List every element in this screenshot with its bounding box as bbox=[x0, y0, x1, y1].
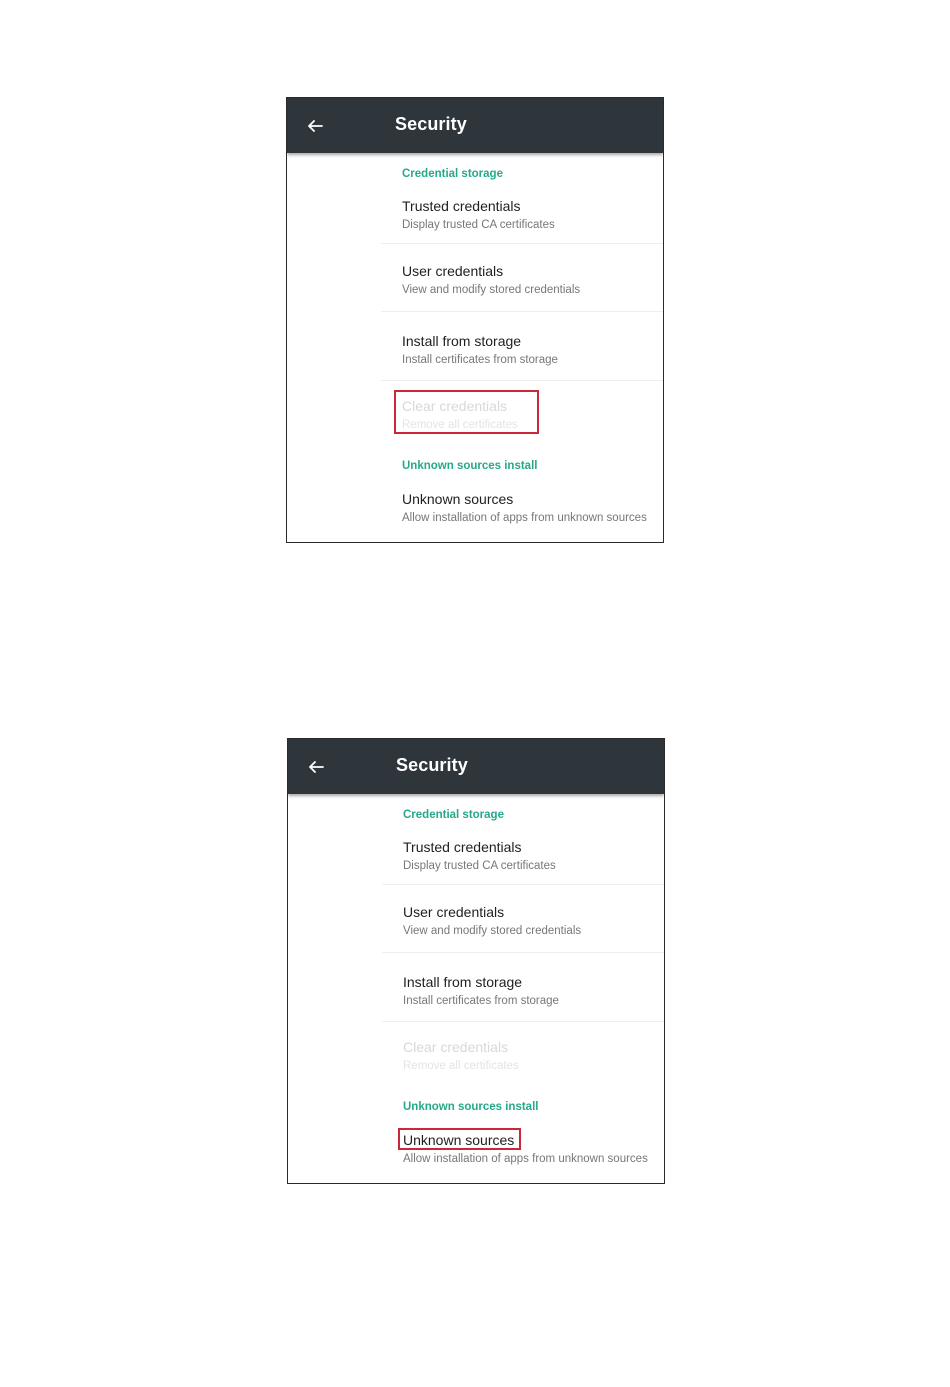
list-item-trusted-credentials[interactable] bbox=[403, 839, 665, 874]
category-credential-storage: Credential storage bbox=[403, 809, 504, 821]
arrow-left-icon bbox=[307, 118, 323, 134]
item-title: Install from storage bbox=[403, 974, 523, 990]
list-item-user-credentials[interactable] bbox=[402, 263, 664, 298]
divider bbox=[382, 952, 664, 953]
item-title: Trusted credentials bbox=[402, 198, 521, 214]
list-item-clear-credentials[interactable] bbox=[403, 1039, 665, 1074]
app-bar bbox=[287, 98, 663, 153]
list-item-install-from-storage[interactable] bbox=[403, 974, 665, 1009]
list-item-unknown-sources[interactable] bbox=[402, 491, 664, 526]
divider bbox=[381, 311, 663, 312]
highlight-box bbox=[394, 390, 539, 434]
item-subtitle: Remove all certificates bbox=[402, 419, 518, 431]
divider bbox=[381, 243, 663, 244]
item-subtitle: Install certificates from storage bbox=[402, 354, 558, 366]
item-subtitle: View and modify stored credentials bbox=[403, 925, 582, 937]
page-title: Security bbox=[396, 755, 468, 775]
list-item-user-credentials[interactable] bbox=[403, 904, 665, 939]
item-title: Unknown sources bbox=[403, 1132, 515, 1148]
item-title: Clear credentials bbox=[402, 398, 508, 414]
highlight-box bbox=[398, 1128, 521, 1150]
divider bbox=[382, 884, 664, 885]
item-title: Clear credentials bbox=[403, 1039, 509, 1055]
item-title: Install from storage bbox=[402, 333, 522, 349]
item-title: Trusted credentials bbox=[403, 839, 522, 855]
item-title: User credentials bbox=[402, 263, 504, 279]
back-button[interactable] bbox=[301, 112, 329, 140]
item-subtitle: Display trusted CA certificates bbox=[402, 219, 555, 231]
category-unknown-sources-install: Unknown sources install bbox=[403, 1101, 539, 1113]
category-unknown-sources-install: Unknown sources install bbox=[402, 460, 538, 472]
item-subtitle: Allow installation of apps from unknown sources bbox=[403, 1153, 648, 1165]
item-subtitle: View and modify stored credentials bbox=[402, 284, 581, 296]
divider bbox=[382, 1021, 664, 1022]
item-subtitle: Remove all certificates bbox=[403, 1060, 519, 1072]
page-title: Security bbox=[395, 114, 467, 134]
security-screenshot-2 bbox=[287, 738, 665, 1184]
item-subtitle: Install certificates from storage bbox=[403, 995, 559, 1007]
item-title: User credentials bbox=[403, 904, 505, 920]
app-bar bbox=[288, 739, 664, 794]
category-credential-storage: Credential storage bbox=[402, 168, 503, 180]
arrow-left-icon bbox=[308, 759, 324, 775]
security-screenshot-1 bbox=[286, 97, 664, 543]
item-subtitle: Allow installation of apps from unknown sources bbox=[402, 512, 647, 524]
item-subtitle: Display trusted CA certificates bbox=[403, 860, 556, 872]
list-item-install-from-storage[interactable] bbox=[402, 333, 664, 368]
item-title: Unknown sources bbox=[402, 491, 514, 507]
back-button[interactable] bbox=[302, 753, 330, 781]
list-item-trusted-credentials[interactable] bbox=[402, 198, 664, 233]
divider bbox=[381, 380, 663, 381]
